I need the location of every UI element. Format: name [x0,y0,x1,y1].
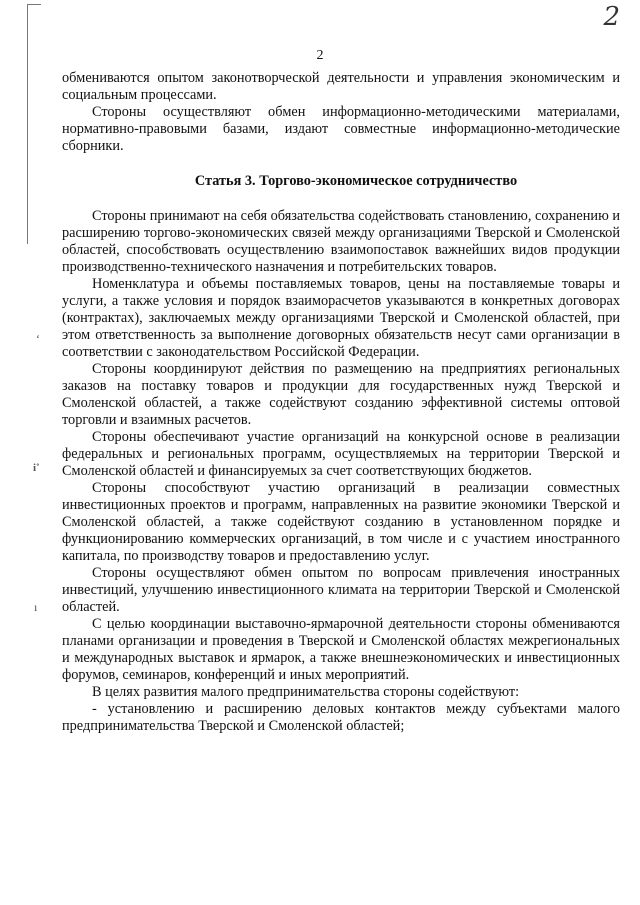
paragraph: Стороны принимают на себя обязательства содействовать становлению, сохранению и расширению торгово-экономических связей между организациями Тверской и Смоленской областей, способствовать осуществлению взаимопоставок важнейших видов продукции производственно-технического назначения и потребительских товаров. [62,208,620,275]
document-body [62,70,620,735]
margin-mark: ı [34,600,38,614]
page-number: 2 [316,48,324,63]
margin-mark: ‘ [36,332,40,346]
scan-border-left [27,4,28,244]
scan-border-top [27,4,41,5]
paragraph: Стороны обеспечивают участие организаций на конкурсной основе в реализации федеральных и региональных программ, осуществляемых на территории Тверской и Смоленской областей и финансируемых за счет соответствующих бюджетов. [62,429,620,479]
paragraph: В целях развития малого предпринимательства стороны содействуют: [92,684,520,700]
paragraph: Стороны способствуют участию организаций в реализации совместных инвестиционных проектов и программ, направленных на развитие экономики Тверской и Смоленской областей, а также содействуют созданию в установленном порядке и функционированию коммерческих организаций, в том числе и с участием иностранного капитала, по производству товаров и предоставлению услуг. [62,480,620,564]
paragraph: Стороны осуществляют обмен опытом по вопросам привлечения иностранных инвестиций, улучшению инвестиционного климата на территории Тверской и Смоленской областей. [62,565,620,615]
paragraph: Номенклатура и объемы поставляемых товаров, цены на поставляемые товары и услуги, а также условия и порядок взаиморасчетов указываются в конкретных договорах (контрактах), заключаемых между организациями Тверской и Смоленской областей, при этом ответственность за выполнение договорных обязательств несут сами организации в соответствии с законодательством Российской Федерации. [62,276,620,360]
paragraph: Стороны осуществляют обмен информационно-методическими материалами, нормативно-правовыми базами, издают совместные информационно-методические сборники. [62,104,620,154]
paragraph: обмениваются опытом законотворческой деятельности и управления экономическим и социальным процессами. [62,70,620,103]
paragraph: - установлению и расширению деловых контактов между субъектами малого предпринимательства Тверской и Смоленской областей; [62,701,620,734]
article-heading: Статья 3. Торгово-экономическое сотрудничество [194,173,518,189]
handwritten-page-number: 2 [603,2,620,32]
paragraph: Стороны координируют действия по размещению на предприятиях региональных заказов на поставку товаров и продукции для государственных нужд Тверской и Смоленской областей, а также содействуют созданию эффективной системы оптовой торговли и взаимных расчетов. [62,361,620,428]
paragraph: С целью координации выставочно-ярмарочной деятельности стороны обмениваются планами организации и проведения в Тверской и Смоленской областях межрегиональных и международных выставок и ярмарок, а также внешнеэкономических и инвестиционных форумов, семинаров, конференций и иных мероприятий. [62,616,620,683]
margin-mark: і˚ [33,462,40,474]
